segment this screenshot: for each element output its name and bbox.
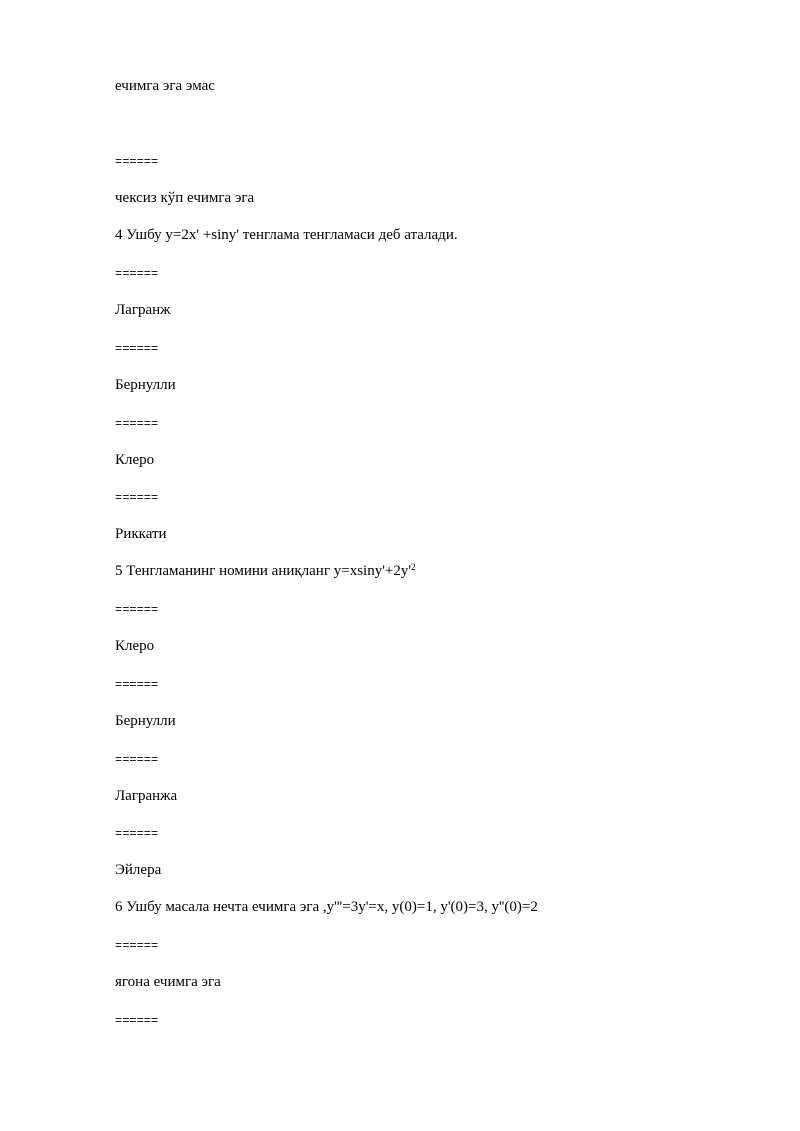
separator: ====== (115, 155, 159, 169)
separator: ====== (115, 939, 159, 953)
question-5-text (115, 562, 416, 580)
separator: ====== (115, 678, 159, 692)
answer-option-text: чексиз кўп ечимга эга (115, 190, 255, 206)
separator: ====== (115, 491, 159, 505)
answer-option-text: Риккати (115, 526, 167, 542)
question-5-body: 5 Тенгламанинг номини аниқланг y=xsiny'+2y' (115, 563, 412, 579)
answer-option-text: Клеро (115, 452, 155, 468)
separator: ====== (115, 342, 159, 356)
separator: ====== (115, 1014, 159, 1028)
answer-option-text: Клеро (115, 638, 155, 654)
answer-option-text: ечимга эга эмас (115, 78, 215, 94)
answer-option-text: Лагранжа (115, 788, 178, 804)
answer-option-text: Бернулли (115, 377, 176, 393)
question-5-exponent: 2 (411, 562, 416, 572)
answer-option-text: Эйлера (115, 862, 162, 878)
separator: ====== (115, 827, 159, 841)
separator: ====== (115, 267, 159, 281)
separator: ====== (115, 753, 159, 767)
separator: ====== (115, 417, 159, 431)
question-4-text: 4 Ушбу y=2x' +siny' тенглама тенгламаси деб аталади. (115, 227, 458, 243)
question-6-text: 6 Ушбу масала нечта ечимга эга ,y'''=3y'=x, y(0)=1, y'(0)=3, y''(0)=2 (115, 899, 538, 915)
answer-option-text: Бернулли (115, 713, 176, 729)
separator: ====== (115, 603, 159, 617)
answer-option-text: Лагранж (115, 302, 171, 318)
answer-option-text: ягона ечимга эга (115, 974, 221, 990)
